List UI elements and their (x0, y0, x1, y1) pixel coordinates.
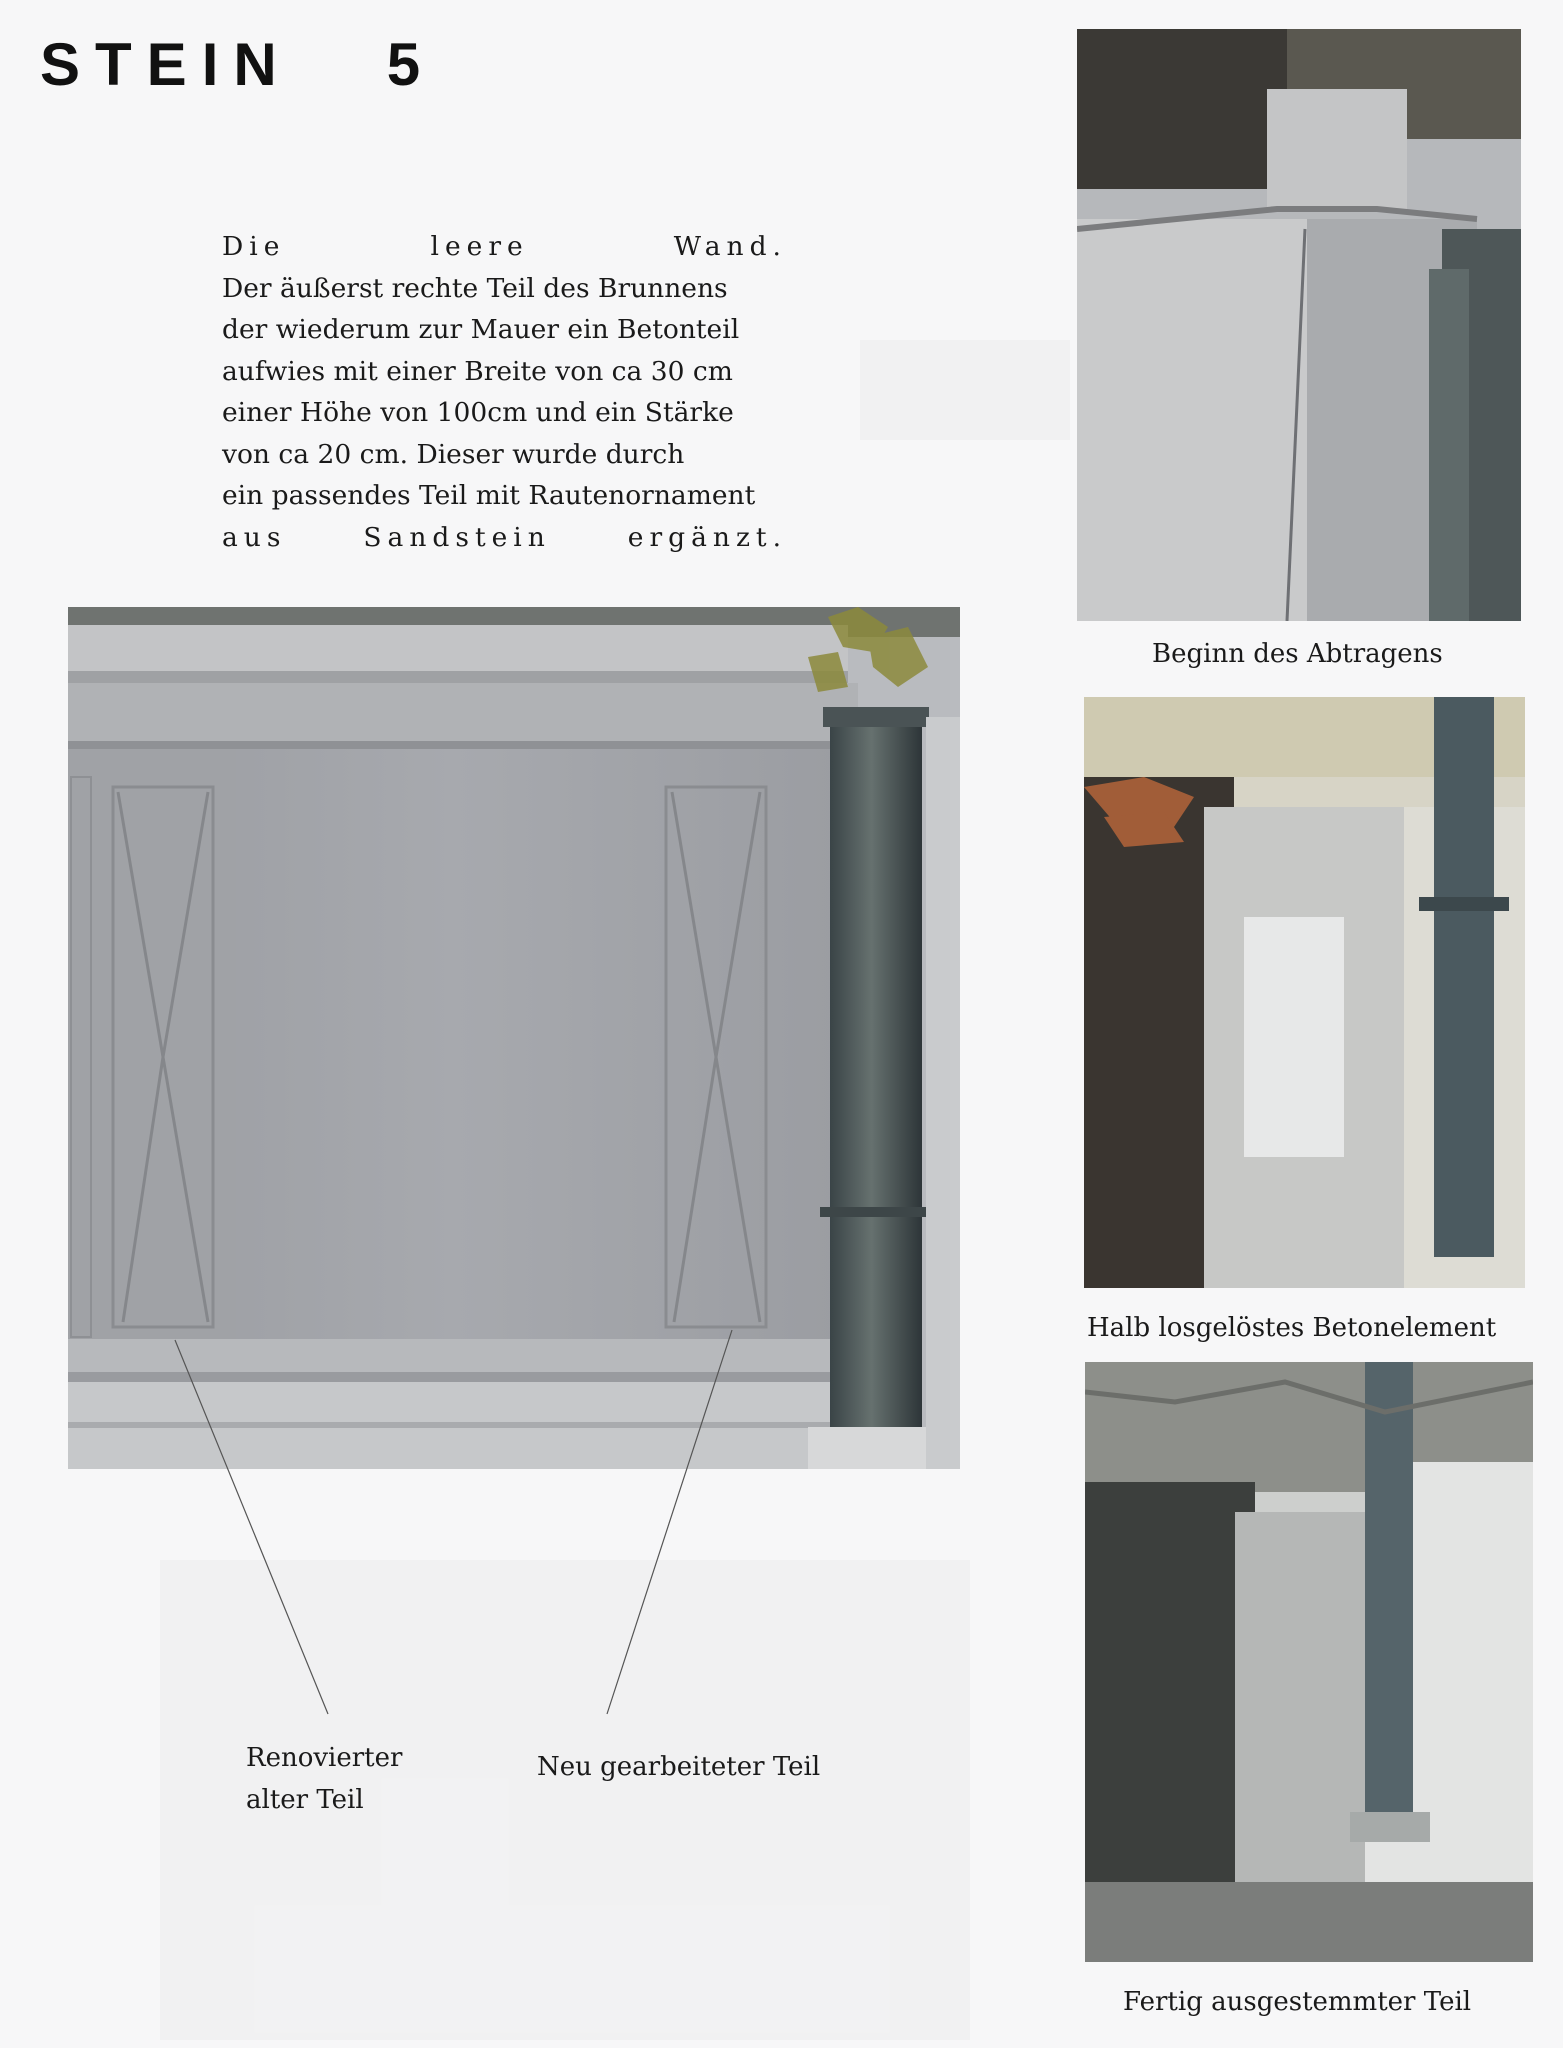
intro-line (222, 226, 787, 268)
intro-word: Wand. (673, 231, 787, 262)
intro-line: von ca 20 cm. Dieser wurde durch (222, 438, 685, 470)
intro-word: Sandstein (363, 521, 551, 553)
background-show-through (175, 100, 197, 191)
intro-line: einer Höhe von 100cm und ein Stärke (222, 397, 734, 428)
chiseled-part-illustration (1085, 1362, 1533, 1962)
removal-start-illustration (1077, 29, 1521, 621)
intro-word: aus (222, 521, 287, 553)
label-renovated-old-part-line1: Renovierter (246, 1743, 403, 1773)
background-shadow-block (860, 340, 1070, 440)
intro-paragraph (222, 226, 787, 558)
label-renovated-old-part (246, 1737, 402, 1821)
intro-line: ein passendes Teil mit Rautenornament (222, 480, 756, 511)
intro-line (222, 517, 787, 559)
page-title: STEIN 5 (40, 31, 436, 98)
photo-start-removal (1077, 29, 1521, 621)
intro-word: ergänzt. (627, 521, 787, 553)
intro-word: Die (222, 231, 286, 262)
photo-half-detached-element (1084, 697, 1525, 1288)
caption-half-detached-element: Halb losgelöstes Betonelement (1087, 1313, 1497, 1343)
caption-start-removal: Beginn des Abtragens (1152, 639, 1443, 669)
intro-word: leere (430, 231, 529, 262)
label-new-part: Neu gearbeiteter Teil (537, 1752, 821, 1782)
intro-line: aufwies mit einer Breite von ca 30 cm (222, 355, 733, 387)
intro-line: Der äußerst rechte Teil des Brunnens (222, 272, 728, 304)
caption-finished-chiseled-part: Fertig ausgestemmter Teil (1123, 1987, 1472, 2017)
label-renovated-old-part-line2: alter Teil (246, 1785, 364, 1815)
intro-line: der wiederum zur Mauer ein Betonteil (222, 314, 740, 345)
wall-illustration (68, 607, 960, 1469)
main-wall-photo (68, 607, 960, 1469)
half-detached-illustration (1084, 697, 1525, 1288)
photo-finished-chiseled-part (1085, 1362, 1533, 1962)
